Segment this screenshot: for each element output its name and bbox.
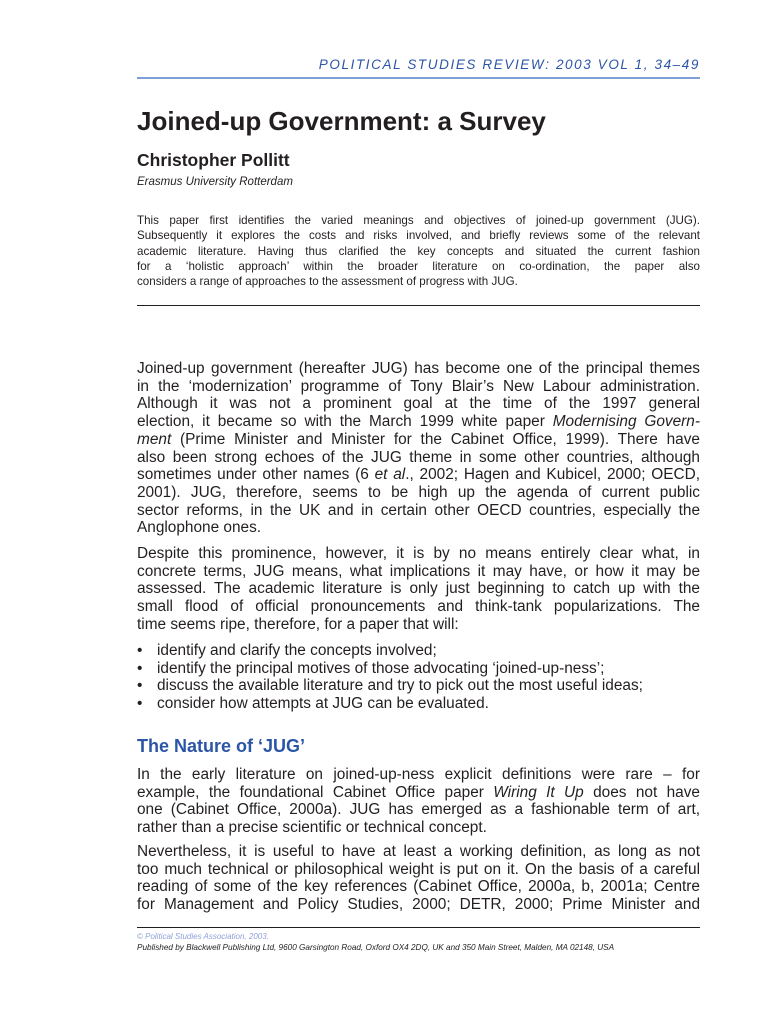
text-line: In the early literature on joined-up-ness explicit definitions were rare – for bbox=[137, 766, 700, 783]
body-paragraph-4 bbox=[137, 843, 700, 914]
bullet-icon: • bbox=[137, 677, 143, 695]
text-line: assessed. The academic literature is only just beginning to catch up with the bbox=[137, 580, 700, 598]
text-line: ment (Prime Minister and Minister for the Cabinet Office, 1999). There have bbox=[137, 430, 700, 448]
bullet-icon: • bbox=[137, 695, 143, 713]
text-line: 2001). JUG, therefore, seems to be high up the agenda of current public bbox=[137, 483, 700, 501]
list-item bbox=[137, 642, 700, 660]
text-line: reading of some of the key references (Cabinet Office, 2000a, b, 2001a; Centre bbox=[137, 878, 700, 896]
text-line: Despite this prominence, however, it is by no means entirely clear what, in bbox=[137, 545, 700, 562]
list-item bbox=[137, 677, 700, 695]
list-item bbox=[137, 660, 700, 678]
bullet-icon: • bbox=[137, 642, 143, 659]
text-line: election, it became so with the March 1999 white paper Modernising Govern- bbox=[137, 413, 700, 431]
text-line: also been strong echoes of the JUG theme in some other countries, although bbox=[137, 448, 700, 466]
publisher-notice: Published by Blackwell Publishing Ltd, 9600 Garsington Road, Oxford OX4 2DQ, UK and 350 Main Street, Malden, MA 02148, USA bbox=[137, 943, 615, 952]
body-paragraph-1 bbox=[137, 360, 700, 537]
author-affiliation: Erasmus University Rotterdam bbox=[137, 176, 293, 188]
header-rule bbox=[137, 77, 700, 79]
body-paragraph-2 bbox=[137, 545, 700, 634]
text-line: for a ‘holistic approach’ within the broader literature on co-ordination, the paper also bbox=[137, 259, 700, 273]
list-item-text: identify the principal motives of those advocating ‘joined-up-ness’; bbox=[157, 659, 605, 677]
text-line: Nevertheless, it is useful to have at least a working definition, as long as not bbox=[137, 843, 700, 860]
text-line: Joined-up government (hereafter JUG) has become one of the principal themes bbox=[137, 360, 700, 377]
text-line: sometimes under other names (6 et al., 2002; Hagen and Kubicel, 2000; OECD, bbox=[137, 466, 700, 484]
objectives-list bbox=[137, 642, 700, 713]
text-line: for Management and Policy Studies, 2000; DETR, 2000; Prime Minister and bbox=[137, 896, 700, 914]
journal-header: POLITICAL STUDIES REVIEW: 2003 VOL 1, 34–49 bbox=[318, 57, 700, 72]
text-line: one (Cabinet Office, 2000a). JUG has emerged as a fashionable term of art, bbox=[137, 801, 700, 819]
text-line: sector reforms, in the UK and in certain other OECD countries, especially the bbox=[137, 501, 700, 519]
list-item bbox=[137, 695, 700, 713]
text-line: Anglophone ones. bbox=[137, 519, 262, 537]
copyright-notice: © Political Studies Association, 2003. bbox=[137, 932, 269, 941]
abstract-rule bbox=[137, 305, 700, 306]
list-item-text: identify and clarify the concepts involved; bbox=[157, 642, 437, 659]
article-title: Joined-up Government: a Survey bbox=[137, 106, 546, 136]
section-heading: The Nature of ‘JUG’ bbox=[137, 736, 306, 756]
text-line: This paper first identifies the varied meanings and objectives of joined-up government (JUG). bbox=[137, 214, 700, 227]
text-line: Subsequently it explores the costs and risks involved, and briefly reviews some of the relevant bbox=[137, 229, 700, 243]
text-line: time seems ripe, therefore, for a paper that will: bbox=[137, 615, 459, 633]
abstract bbox=[137, 213, 700, 289]
text-line: in the ‘modernization’ programme of Tony Blair’s New Labour administration. bbox=[137, 377, 700, 395]
body-paragraph-3 bbox=[137, 766, 700, 837]
text-line: small flood of official pronouncements and think-tank popularizations. The bbox=[137, 598, 700, 616]
text-line: Although it was not a prominent goal at the time of the 1997 general bbox=[137, 395, 700, 413]
text-line: too much technical or philosophical weight is put on it. On the basis of a careful bbox=[137, 860, 700, 878]
footer-rule bbox=[137, 927, 700, 928]
text-line: considers a range of approaches to the assessment of progress with JUG. bbox=[137, 275, 518, 289]
bullet-icon: • bbox=[137, 659, 143, 677]
text-line: concrete terms, JUG means, what implications it may have, or how it may be bbox=[137, 562, 700, 580]
author-name: Christopher Pollitt bbox=[137, 150, 290, 170]
text-line: example, the foundational Cabinet Office paper Wiring It Up does not have bbox=[137, 783, 700, 801]
list-item-text: consider how attempts at JUG can be evaluated. bbox=[157, 695, 489, 713]
list-item-text: discuss the available literature and try to pick out the most useful ideas; bbox=[157, 677, 643, 695]
text-line: rather than a precise scientific or technical concept. bbox=[137, 819, 487, 837]
text-line: academic literature. Having thus clarified the key concepts and situated the current fashion bbox=[137, 244, 700, 258]
